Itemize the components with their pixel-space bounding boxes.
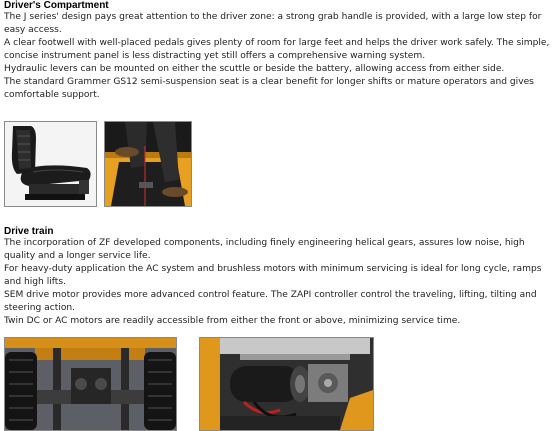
drivers-compartment-paragraph-1: The J series' design pays great attention to the driver zone: a strong grab handle is provided, with a large low step for easy access. (4, 12, 542, 35)
drive-train-paragraph-2: For heavy-duty application the AC system and brushless motors with minimum servicing is ideal for long cycle, ramps and high lifts. (4, 264, 542, 287)
footwell-photo (104, 121, 192, 207)
drivers-compartment-paragraph-3: Hydraulic levers can be mounted on either the scuttle or beside the battery, allowing access from either side. (4, 64, 505, 74)
seat-photo (4, 121, 97, 207)
drive-train-section (4, 226, 550, 328)
drive-train-heading: Drive train (4, 226, 54, 237)
drivers-compartment-paragraph-2: A clear footwell with well-placed pedals gives plenty of room for large feet and helps the driver work safely. The simple, concise instrument panel is less distracting yet still offers a comprehensive warning system. (4, 38, 550, 61)
drive-train-paragraph-4: Twin DC or AC motors are readily accessible from either the front or above, minimizing service time. (4, 316, 461, 326)
drivers-compartment-heading: Driver's Compartment (4, 0, 109, 11)
drive-train-paragraph-1: The incorporation of ZF developed components, including finely engineering helical gears, assures low noise, high quality and a longer service life. (4, 238, 525, 261)
drive-axle-photo (4, 337, 177, 431)
drivers-compartment-section (4, 0, 550, 102)
drive-motor-photo (199, 337, 374, 431)
drivers-compartment-paragraph-4: The standard Grammer GS12 semi-suspension seat is a clear benefit for longer shifts or mature operators and gives comfortable support. (4, 77, 534, 100)
drive-train-paragraph-3: SEM drive motor provides more advanced control feature. The ZAPI controller control the traveling, lifting, tilting and steering action. (4, 290, 537, 313)
